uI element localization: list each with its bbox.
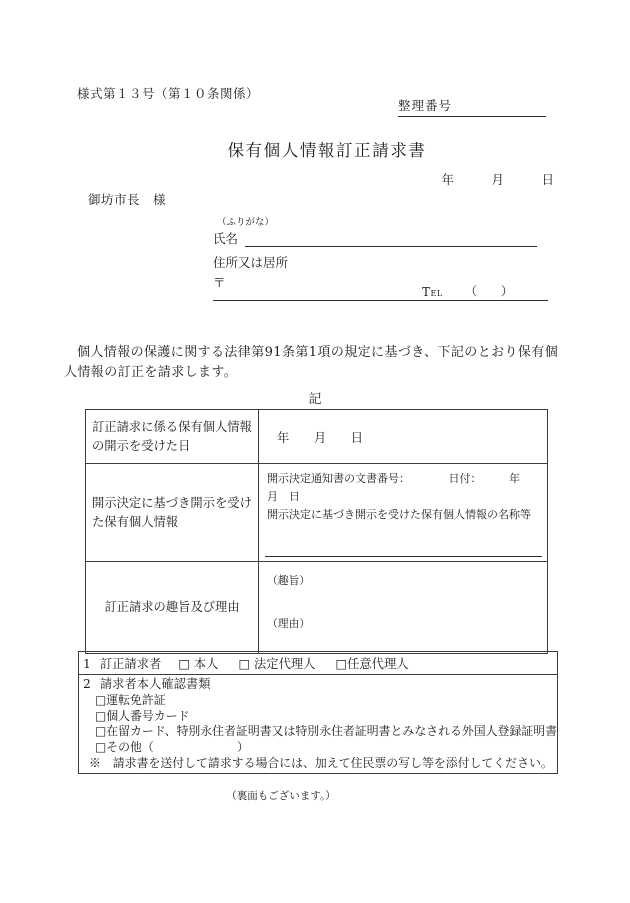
reference-number-label: 整理番号: [398, 98, 453, 113]
disclosed-info-description-line: 開示決定に基づき開示を受けた保有個人情報の名称等: [267, 508, 531, 521]
reference-number-field: [398, 96, 546, 117]
checkbox-item-other: □その他（ ）: [95, 740, 249, 755]
disclosed-info-cell: [259, 464, 548, 562]
disclosed-info-label: 開示決定に基づき開示を受けた保有個人情報: [86, 464, 259, 562]
addressee: 御坊市長 様: [88, 192, 167, 207]
checkbox-option-legal-representative: □ 法定代理人: [238, 657, 316, 671]
name-field: [213, 230, 537, 247]
claimant-row-label: 訂正請求者: [99, 657, 162, 671]
record-heading: 記: [308, 392, 322, 407]
name-underline: [245, 229, 537, 247]
reason-sublabel: （理由）: [267, 617, 311, 630]
checkbox-option-voluntary-representative: □任意代理人: [335, 657, 409, 671]
checkbox-item-residence-card: □在留カード、特別永住者証明書又は特別永住者証明書とみなされる外国人登録証明書: [95, 724, 558, 739]
id-documents-header: [83, 677, 553, 693]
table-row: [79, 675, 558, 774]
checkbox-item-my-number-card: □個人番号カード: [95, 708, 190, 723]
table-row: [86, 464, 548, 562]
table-row: [79, 652, 558, 675]
address-tel-underline: [213, 281, 548, 301]
tel-label: Tel: [422, 285, 443, 299]
purpose-reason-cell: [259, 562, 548, 654]
table-row: [86, 562, 548, 654]
name-label: 氏名: [213, 231, 239, 246]
furigana-label: （ふりがな）: [217, 217, 275, 228]
page-title: 保有個人情報訂正請求書: [227, 141, 427, 160]
disclosure-date-label: 訂正請求に係る保有個人情報の開示を受けた日: [86, 410, 259, 464]
disclosure-date-blanks: 年 月 日: [259, 410, 548, 464]
doc-number-and-date-line: 開示決定通知書の文書番号： 日付： 年 月 日: [267, 472, 531, 503]
mailing-note: ※ 請求書を送付して請求する場合には、加えて住民票の写し等を添付してください。: [89, 755, 553, 770]
tel-blank-parentheses: （ ）: [465, 284, 514, 298]
checkbox-option-self: □ 本人: [178, 657, 219, 671]
address-label: 住所又は居所: [213, 255, 289, 270]
purpose-reason-label: 訂正請求の趣旨及び理由: [86, 562, 259, 654]
back-side-note: （裏面もございます。）: [226, 790, 336, 802]
claimant-row-number: 1: [83, 657, 91, 671]
id-documents-row-label: 請求者本人確認書類: [99, 677, 211, 691]
id-documents-row-number: 2: [83, 677, 91, 691]
postal-code-mark: 〒: [213, 275, 226, 290]
id-documents-cell: [79, 675, 558, 774]
request-details-table: [85, 409, 548, 654]
request-statement: 個人情報の保護に関する法律第91条第1項の規定に基づき、下記のとおり保有個人情報の訂正を請求します。: [64, 345, 559, 380]
form-number: 様式第１３号（第１０条関係）: [77, 86, 260, 101]
claimant-row-cell: [79, 652, 558, 675]
checkbox-item-drivers-license: □運転免許証: [95, 692, 166, 707]
purpose-sublabel: （趣旨）: [267, 574, 311, 587]
claimant-and-id-table: [78, 651, 558, 774]
blank-write-in-underline: [265, 556, 542, 557]
table-row: [86, 410, 548, 464]
header-date-blanks: 年 月 日: [441, 172, 554, 187]
